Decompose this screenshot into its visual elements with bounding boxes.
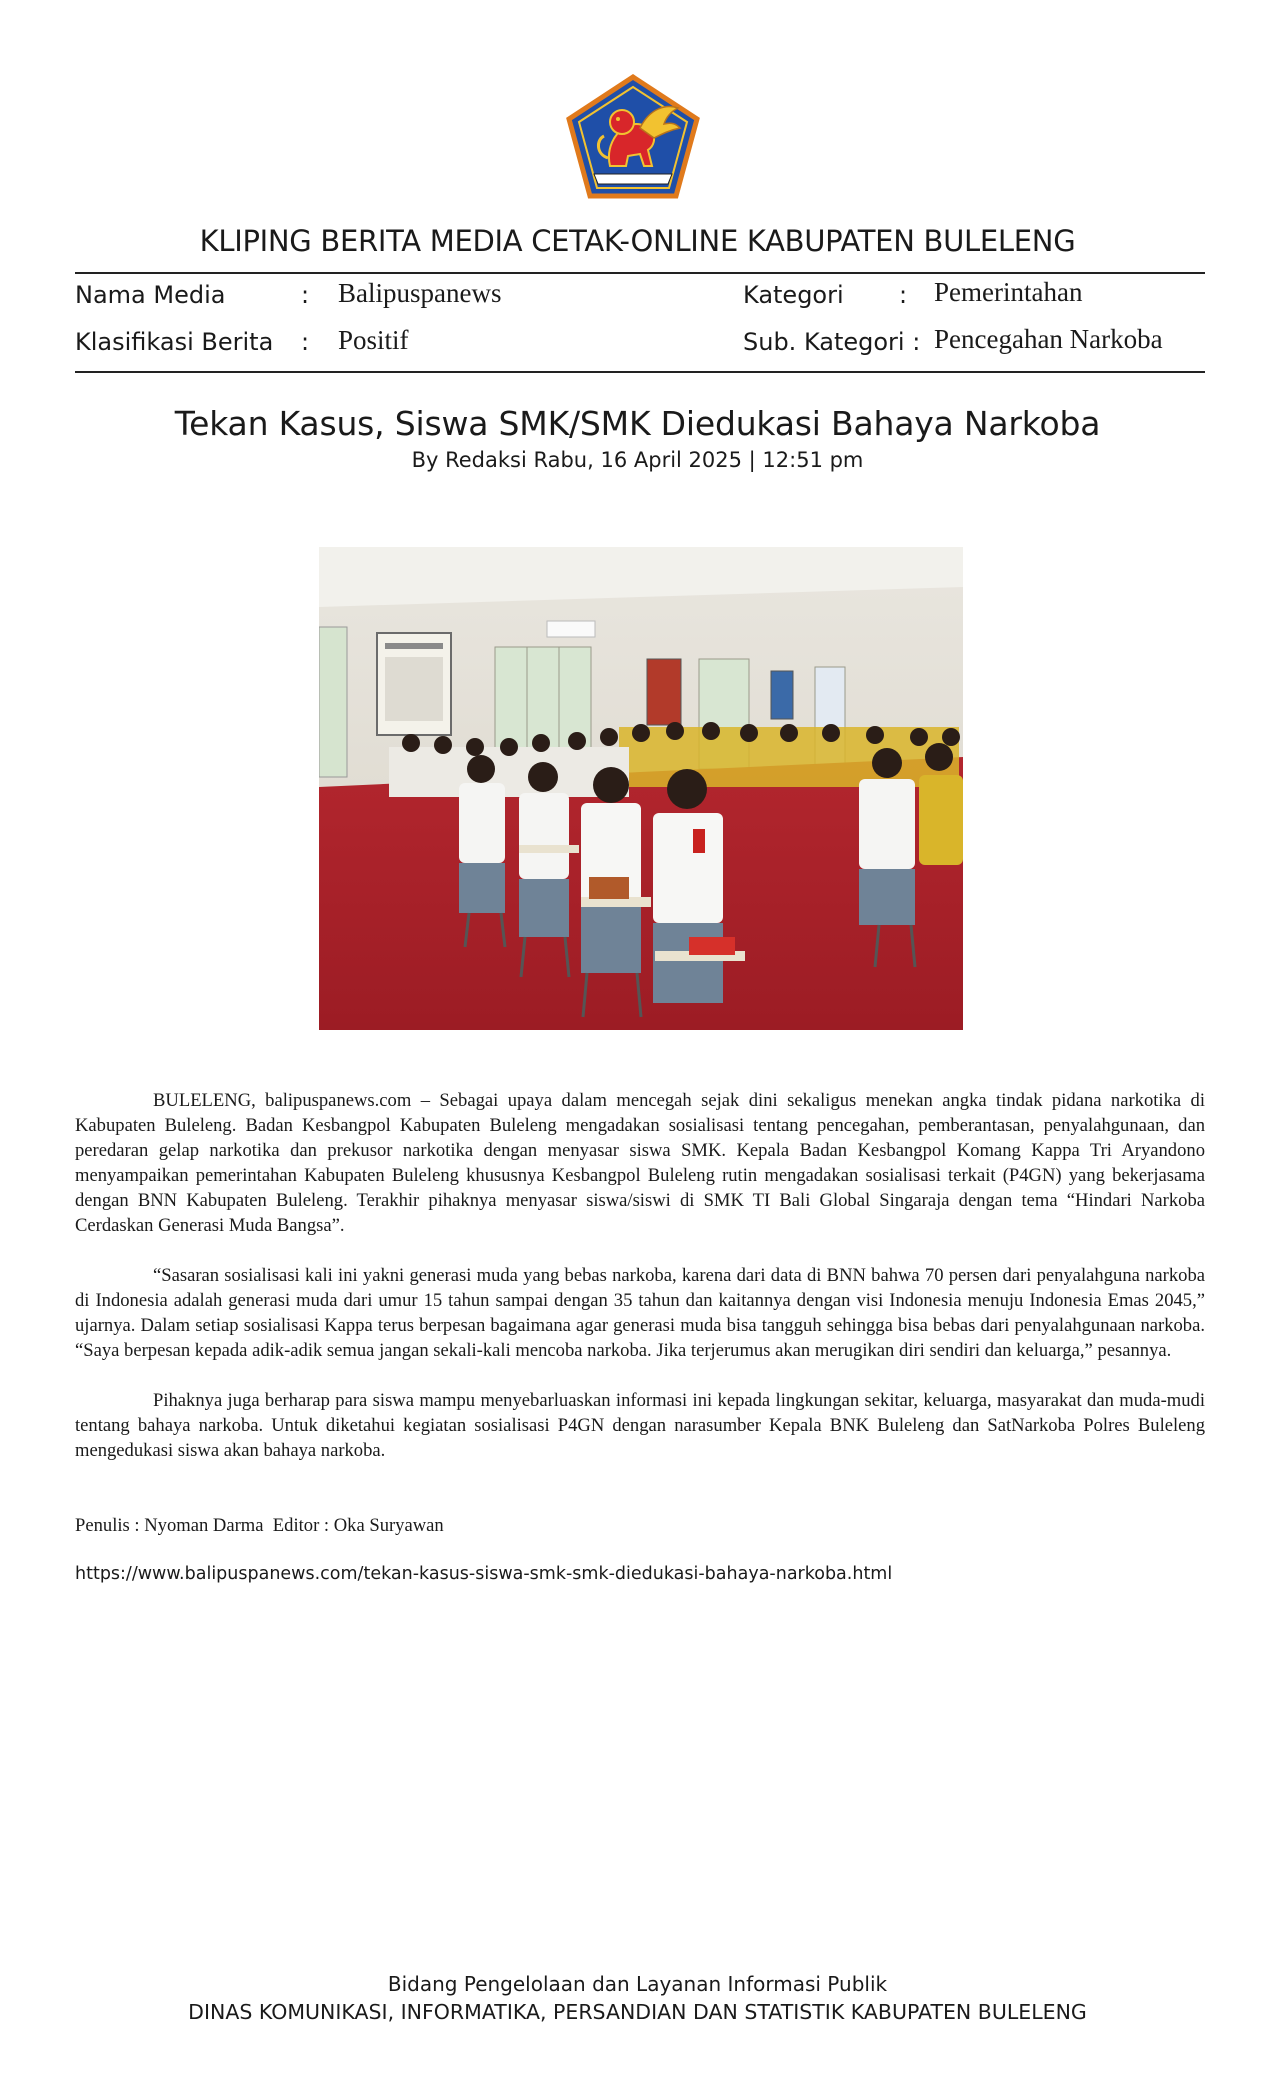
footer-division: Bidang Pengelolaan dan Layanan Informasi Publik bbox=[387, 1972, 888, 1996]
article-headline: Tekan Kasus, Siswa SMK/SMK Diedukasi Bahaya Narkoba bbox=[174, 404, 1101, 443]
subcategory-label: Sub. Kategori : bbox=[743, 328, 921, 356]
category-value: Pemerintahan bbox=[934, 277, 1083, 307]
article-paragraph: “Sasaran sosialisasi kali ini yakni generasi muda yang bebas narkoba, karena dari data di BNN bahwa 70 persen dari penyalahguna narkoba di Indonesia adalah generasi muda dari umur 15 tahun sampai dengan 35 tahun dan kaitannya dengan visi Indonesia menuju Indonesia Emas 2045,” ujarnya. Dalam setiap sosialisasi Kappa terus berpesan bagaimana agar generasi muda bisa tangguh sehingga bisa bebas dari penyalahgunaan narkoba. “Saya berpesan kepada adik-adik semua jangan sekali-kali mencoba narkoba. Jika terjerumus akan merugikan diri sendiri dan keluarga,” pesannya. bbox=[75, 1265, 1205, 1361]
subcategory-value: Pencegahan Narkoba bbox=[934, 324, 1163, 354]
header-top-rule bbox=[75, 272, 1205, 274]
footer-agency: DINAS KOMUNIKASI, INFORMATIKA, PERSANDIAN DAN STATISTIK KABUPATEN BULELENG bbox=[188, 2000, 1087, 2024]
article-paragraph: BULELENG, balipuspanews.com – Sebagai upaya dalam mencegah sejak dini sekaligus menekan angka tindak pidana narkotika di Kabupaten Buleleng. Badan Kesbangpol Kabupaten Buleleng mengadakan sosialisasi tentang pencegahan, pemberantasan, penyalahgunaan, dan peredaran gelap narkotika dan prekusor narkotika dengan menyasar siswa SMK. Kepala Badan Kesbangpol Komang Kappa Tri Aryandono menyampaikan pemerintahan Kabupaten Buleleng khususnya Kesbangpol Buleleng rutin mengadakan sosialisasi terkait (P4GN) yang bekerjasama dengan BNN Kabupaten Buleleng. Terakhir pihaknya menyasar siswa/siswi di SMK TI Bali Global Singaraja dengan tema “Hindari Narkoba Cerdaskan Generasi Muda Bangsa”. bbox=[75, 1090, 1205, 1236]
news-classification-label: Klasifikasi Berita bbox=[75, 328, 274, 356]
article-paragraph: Pihaknya juga berharap para siswa mampu menyebarluaskan informasi ini kepada lingkungan sekitar, keluarga, masyarakat dan muda-mudi tentang bahaya narkoba. Untuk diketahui kegiatan sosialisasi P4GN dengan narasumber Kepala BNK Buleleng dan SatNarkoba Polres Buleleng mengedukasi siswa akan bahaya narkoba. bbox=[75, 1390, 1205, 1461]
media-name-colon: : bbox=[301, 281, 310, 309]
article-body bbox=[75, 1088, 1205, 1488]
buleleng-emblem-logo bbox=[566, 74, 700, 200]
author-editor-credit: Penulis : Nyoman Darma Editor : Oka Suryawan bbox=[75, 1515, 444, 1536]
article-photo bbox=[319, 547, 963, 1030]
kliping-title: KLIPING BERITA MEDIA CETAK-ONLINE KABUPATEN BULELENG bbox=[199, 224, 1076, 258]
header-bottom-rule bbox=[75, 371, 1205, 373]
category-colon: : bbox=[899, 281, 908, 309]
media-name-value: Balipuspanews bbox=[338, 278, 502, 308]
article-byline: By Redaksi Rabu, 16 April 2025 | 12:51 pm bbox=[411, 448, 864, 472]
category-label: Kategori bbox=[743, 281, 844, 309]
news-classification-colon: : bbox=[301, 328, 310, 356]
news-classification-value: Positif bbox=[338, 325, 409, 355]
media-name-label: Nama Media bbox=[75, 281, 226, 309]
source-url: https://www.balipuspanews.com/tekan-kasus-siswa-smk-smk-diedukasi-bahaya-narkoba.html bbox=[75, 1564, 893, 1584]
